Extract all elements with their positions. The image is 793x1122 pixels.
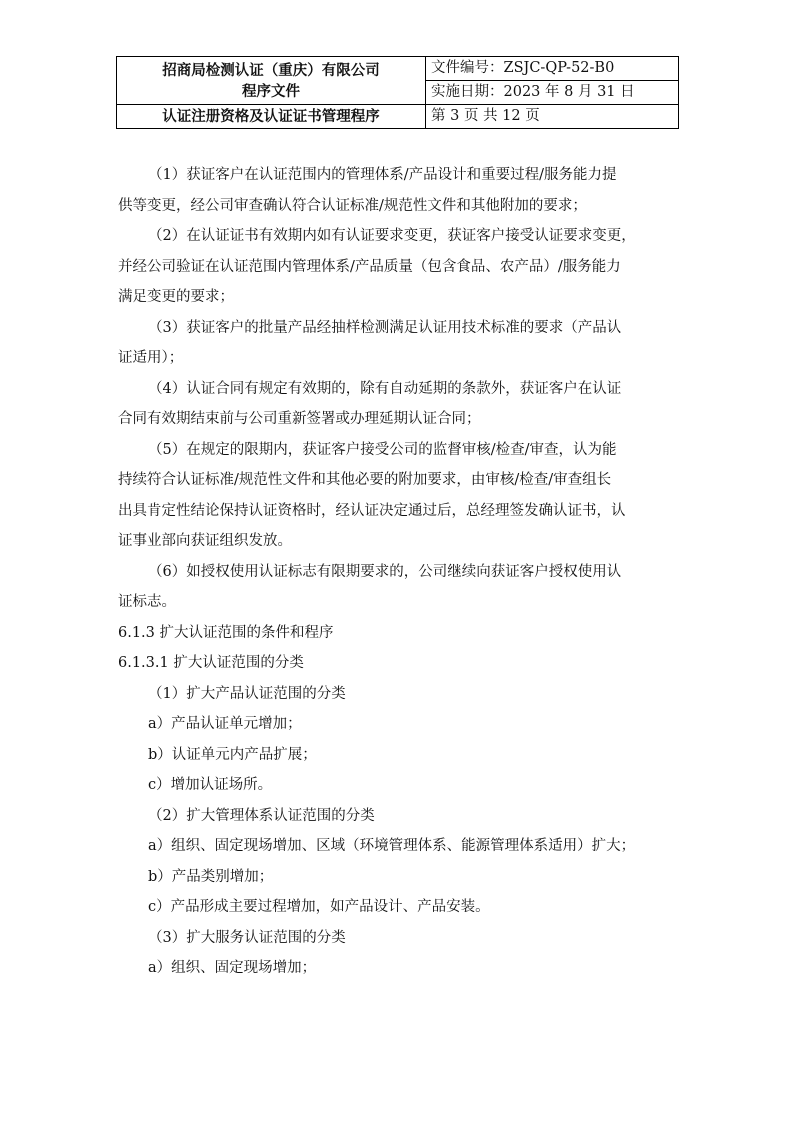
paragraph-line: 出具肯定性结论保持认证资格时，经认证决定通过后，总经理签发确认证书，认 bbox=[118, 502, 626, 519]
paragraph-line: （1）获证客户在认证范围内的管理体系/产品设计和重要过程/服务能力提 bbox=[148, 167, 617, 183]
subsection-heading: （2）扩大管理体系认证范围的分类 bbox=[148, 807, 375, 824]
paragraph-line: 证标志。 bbox=[118, 594, 176, 610]
paragraph-line: （5）在规定的限期内，获证客户接受公司的监督审核/检查/审查，认为能 bbox=[148, 441, 617, 458]
paragraph-line: 证适用）； bbox=[118, 350, 184, 366]
company-name-cell bbox=[117, 57, 426, 105]
paragraph-line: 持续符合认证标准/规范性文件和其他必要的附加要求，由审核/检查/审查组长 bbox=[118, 472, 612, 488]
document-header-table bbox=[116, 56, 679, 129]
paragraph-line: 供等变更，经公司审查确认符合认证标准/规范性文件和其他附加的要求； bbox=[118, 197, 587, 214]
list-item: c）增加认证场所。 bbox=[148, 777, 273, 793]
section-heading-6-1-3: 6.1.3 扩大认证范围的条件和程序 bbox=[118, 624, 334, 641]
paragraph-line: （3）获证客户的批量产品经抽样检测满足认证用技术标准的要求（产品认 bbox=[148, 319, 622, 336]
list-item: a）产品认证单元增加； bbox=[148, 716, 302, 732]
document-body bbox=[118, 160, 678, 984]
paragraph-line: 证事业部向获证组织发放。 bbox=[118, 533, 292, 549]
subsection-heading: （3）扩大服务认证范围的分类 bbox=[148, 929, 346, 946]
page-info: 第 3 页 共 12 页 bbox=[426, 105, 679, 129]
paragraph-line: （6）如授权使用认证标志有限期要求的，公司继续向获证客户授权使用认 bbox=[148, 563, 622, 580]
document-type: 程序文件 bbox=[242, 83, 300, 100]
list-item: b）产品类别增加； bbox=[148, 868, 274, 885]
paragraph-line: 合同有效期结束前与公司重新签署或办理延期认证合同； bbox=[118, 411, 481, 427]
effective-date: 实施日期：2023 年 8 月 31 日 bbox=[426, 81, 679, 105]
section-heading-6-1-3-1: 6.1.3.1 扩大认证范围的分类 bbox=[118, 655, 304, 671]
list-item: a）组织、固定现场增加、区域（环境管理体系、能源管理体系适用）扩大； bbox=[148, 838, 636, 854]
list-item: b）认证单元内产品扩展； bbox=[148, 746, 317, 763]
list-item: c）产品形成主要过程增加，如产品设计、产品安装。 bbox=[148, 899, 490, 915]
paragraph-line: （2）在认证证书有效期内如有认证要求变更，获证客户接受认证要求变更， bbox=[148, 228, 636, 244]
paragraph-line: 满足变更的要求； bbox=[118, 289, 234, 305]
paragraph-line: （4）认证合同有规定有效期的，除有自动延期的条款外，获证客户在认证 bbox=[148, 380, 622, 397]
document-title: 认证注册资格及认证证书管理程序 bbox=[117, 105, 426, 129]
company-name: 招商局检测认证（重庆）有限公司 bbox=[162, 62, 380, 79]
list-item: a）组织、固定现场增加； bbox=[148, 960, 317, 976]
subsection-heading: （1）扩大产品认证范围的分类 bbox=[148, 685, 346, 702]
document-number: 文件编号：ZSJC-QP-52-B0 bbox=[426, 57, 679, 81]
paragraph-line: 并经公司验证在认证范围内管理体系/产品质量（包含食品、农产品）/服务能力 bbox=[118, 258, 621, 275]
